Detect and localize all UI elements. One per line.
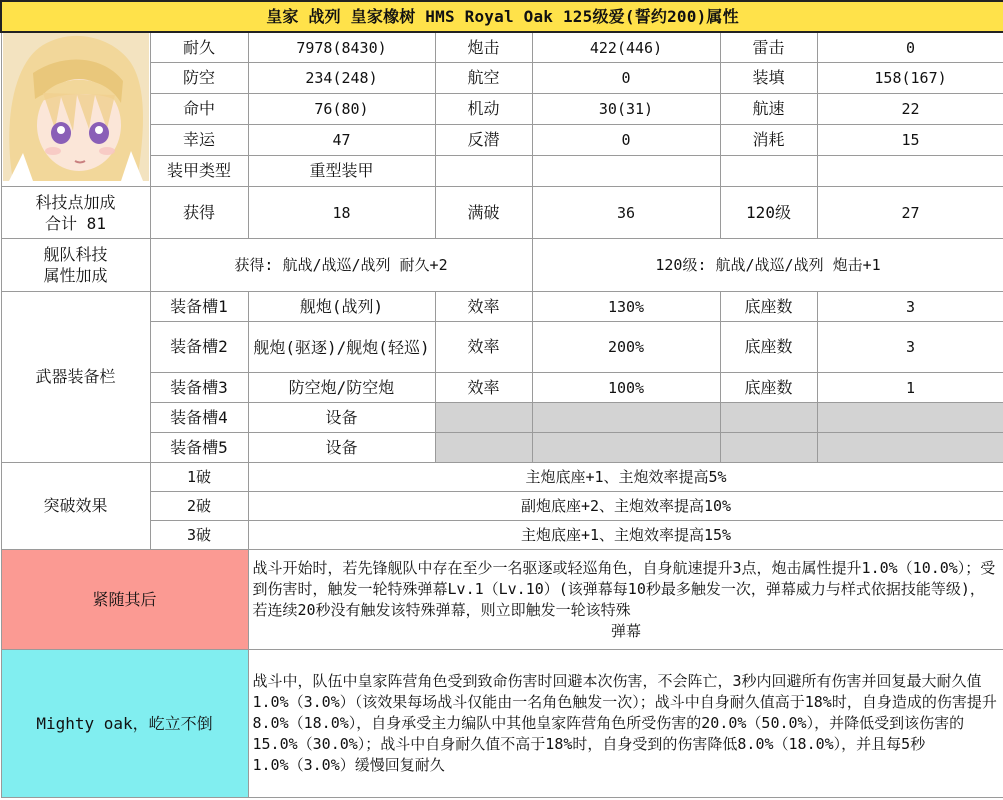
stat-value: 47	[248, 125, 435, 156]
tech-limit-label: 满破	[435, 187, 532, 239]
empty-cell	[817, 156, 1003, 187]
stat-label: 雷击	[720, 32, 817, 63]
stat-value: 422(446)	[532, 32, 720, 63]
stat-value: 158(167)	[817, 63, 1003, 94]
stat-label: 幸运	[150, 125, 248, 156]
breakthrough-label: 突破效果	[1, 463, 150, 550]
skill-description	[248, 550, 1003, 650]
equip-slot-type: 舰炮(战列)	[248, 292, 435, 322]
armor-type-label: 装甲类型	[150, 156, 248, 187]
equip-eff-value: 100%	[532, 373, 720, 403]
equip-slot-type: 设备	[248, 403, 435, 433]
skill-name: 紧随其后	[1, 550, 248, 650]
stat-label: 装填	[720, 63, 817, 94]
empty-cell	[720, 403, 817, 433]
equip-slot-label: 装备槽4	[150, 403, 248, 433]
equip-base-label: 底座数	[720, 292, 817, 322]
stat-value: 7978(8430)	[248, 32, 435, 63]
breakthrough-text: 主炮底座+1、主炮效率提高5%	[248, 463, 1003, 492]
stat-label: 命中	[150, 94, 248, 125]
equip-slot-label: 装备槽1	[150, 292, 248, 322]
empty-cell	[720, 156, 817, 187]
stat-label: 航速	[720, 94, 817, 125]
equip-base-label: 底座数	[720, 373, 817, 403]
equip-eff-value: 200%	[532, 322, 720, 373]
equip-slot-label: 装备槽5	[150, 433, 248, 463]
equip-eff-label: 效率	[435, 373, 532, 403]
character-portrait-icon	[1, 32, 150, 187]
stat-value: 15	[817, 125, 1003, 156]
empty-cell	[817, 403, 1003, 433]
equip-slot-type: 防空炮/防空炮	[248, 373, 435, 403]
breakthrough-level: 2破	[150, 492, 248, 521]
empty-cell	[817, 433, 1003, 463]
empty-cell	[435, 433, 532, 463]
empty-cell	[532, 433, 720, 463]
fleet-tech-label: 舰队科技 属性加成	[1, 239, 150, 292]
equip-slot-label: 装备槽2	[150, 322, 248, 373]
stat-value: 30(31)	[532, 94, 720, 125]
stat-label: 防空	[150, 63, 248, 94]
tech-lv120-value: 27	[817, 187, 1003, 239]
stat-value: 22	[817, 94, 1003, 125]
breakthrough-text: 主炮底座+1、主炮效率提高15%	[248, 521, 1003, 550]
stat-label: 机动	[435, 94, 532, 125]
equip-eff-label: 效率	[435, 322, 532, 373]
breakthrough-text: 副炮底座+2、主炮效率提高10%	[248, 492, 1003, 521]
stat-label: 消耗	[720, 125, 817, 156]
stat-value: 0	[532, 125, 720, 156]
stat-label: 反潜	[435, 125, 532, 156]
skill-description: 战斗中，队伍中皇家阵营角色受到致命伤害时回避本次伤害，不会阵亡，3秒内回避所有伤害并回复最大耐久值1.0%（3.0%）（该效果每场战斗仅能由一名角色触发一次）；战斗中自身耐久值高于18%时，自身造成的伤害提升8.0%（18.0%），自身承受主力编队中其他皇家阵营角色所受伤害的20.0%（50.0%），并降低受到该伤害的15.0%（30.0%）；战斗中自身耐久值不高于18%时，自身受到的伤害降低8.0%（18.0%），并且每5秒1.0%（3.0%）缓慢回复耐久	[248, 650, 1003, 798]
page-title: 皇家 战列 皇家橡树 HMS Royal Oak 125级爱(誓约200)属性	[1, 1, 1003, 32]
tech-lv120-label: 120级	[720, 187, 817, 239]
skill-description-tail: 弹幕	[611, 621, 642, 640]
stat-label: 耐久	[150, 32, 248, 63]
tech-get-value: 18	[248, 187, 435, 239]
stat-label: 航空	[435, 63, 532, 94]
equip-slot-type: 设备	[248, 433, 435, 463]
empty-cell	[720, 433, 817, 463]
equip-base-value: 3	[817, 322, 1003, 373]
armor-type-value: 重型装甲	[248, 156, 435, 187]
empty-cell	[532, 156, 720, 187]
breakthrough-level: 1破	[150, 463, 248, 492]
stat-value: 76(80)	[248, 94, 435, 125]
tech-get-label: 获得	[150, 187, 248, 239]
equip-base-value: 1	[817, 373, 1003, 403]
equip-base-value: 3	[817, 292, 1003, 322]
empty-cell	[435, 156, 532, 187]
tech-limit-value: 36	[532, 187, 720, 239]
breakthrough-level: 3破	[150, 521, 248, 550]
skill-description-text: 战斗开始时，若先锋舰队中存在至少一名驱逐或轻巡角色，自身航速提升3点，炮击属性提升1.0%（10.0%）；受到伤害时，触发一轮特殊弹幕Lv.1（Lv.10）(该弹幕每10秒最多触发一次，弹幕威力与样式依据技能等级)，若连续20秒没有触发该特殊弹幕，则立即触发一轮该特殊	[252, 558, 996, 619]
equip-slot-type: 舰炮(驱逐)/舰炮(轻巡)	[248, 322, 435, 373]
skill-name: Mighty oak，屹立不倒	[1, 650, 248, 798]
stat-value: 0	[532, 63, 720, 94]
equip-eff-label: 效率	[435, 292, 532, 322]
fleet-tech-get: 获得: 航战/战巡/战列 耐久+2	[150, 239, 532, 292]
equip-eff-value: 130%	[532, 292, 720, 322]
empty-cell	[435, 403, 532, 433]
stat-value: 0	[817, 32, 1003, 63]
stat-value: 234(248)	[248, 63, 435, 94]
equip-slot-label: 装备槽3	[150, 373, 248, 403]
fleet-tech-lv120: 120级: 航战/战巡/战列 炮击+1	[532, 239, 1003, 292]
tech-points-label: 科技点加成 合计 81	[1, 187, 150, 239]
empty-cell	[532, 403, 720, 433]
equip-base-label: 底座数	[720, 322, 817, 373]
equipment-label: 武器装备栏	[1, 292, 150, 463]
stat-label: 炮击	[435, 32, 532, 63]
